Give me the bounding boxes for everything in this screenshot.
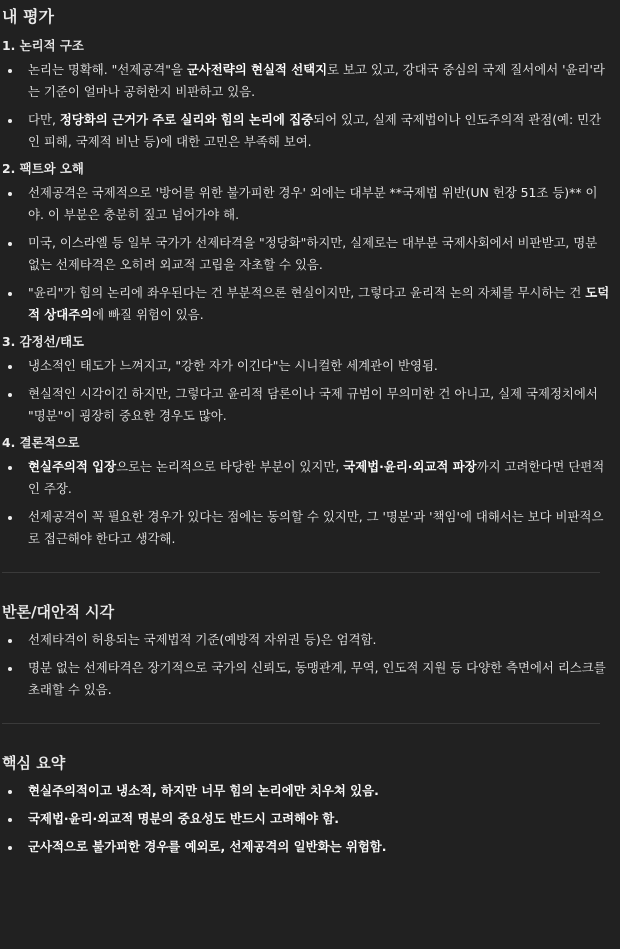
text: 냉소적인 태도가 느껴지고, "강한 자가 이긴다"는 시니컬한 세계관이 반영됨. bbox=[28, 358, 438, 373]
counter-heading: 반론/대안적 시각 bbox=[2, 603, 115, 621]
bold-text: 국제법·윤리·외교적 파장 bbox=[343, 459, 477, 474]
bold-text: 군사적으로 불가피한 경우를 예외로, 선제공격의 일반화는 위험함. bbox=[28, 839, 387, 854]
text: 현실적인 시각이긴 하지만, 그렇다고 윤리적 담론이나 국제 규범이 무의미한 건 아니고, 실제 국제정치에서 "명분"이 굉장히 중요한 경우도 많아. bbox=[28, 386, 598, 423]
section-list-logic bbox=[0, 59, 614, 153]
bold-text: 현실주의적 입장 bbox=[28, 459, 117, 474]
bold-text: 정당화의 근거가 주로 실리와 힘의 논리에 집중 bbox=[59, 112, 314, 127]
list-item bbox=[0, 232, 614, 276]
list-item bbox=[0, 383, 614, 427]
text: 되어 있고, 실제 국제법이나 인도주의적 관점(예: 민간인 피해, 국제적 비난 등)에 대한 고민은 부족해 보여. bbox=[28, 112, 602, 149]
list-item bbox=[0, 506, 614, 550]
section-heading-tone: 3. 감정선/태도 bbox=[2, 334, 85, 349]
list-item bbox=[0, 836, 614, 858]
list-item bbox=[0, 109, 614, 153]
section-list-conclusion bbox=[0, 456, 614, 550]
list-item bbox=[0, 629, 614, 651]
section-heading-conclusion: 4. 결론적으로 bbox=[2, 435, 80, 450]
text: 논리는 명확해. "선제공격"을 bbox=[28, 62, 187, 77]
section-list-tone bbox=[0, 355, 614, 427]
text: 선제타격이 허용되는 국제법적 기준(예방적 자위권 등)은 엄격함. bbox=[28, 632, 377, 647]
list-item bbox=[0, 808, 614, 830]
page-title: 내 평가 bbox=[2, 7, 54, 26]
list-item bbox=[0, 780, 614, 802]
text: 까지 고려한다면 단편적인 주장. bbox=[28, 459, 605, 496]
text: 명분 없는 선제타격은 장기적으로 국가의 신뢰도, 동맹관계, 무역, 인도적 지원 등 다양한 측면에서 리스크를 초래할 수 있음. bbox=[28, 660, 606, 697]
list-item bbox=[0, 657, 614, 701]
text: 에 빠질 위험이 있음. bbox=[92, 307, 204, 322]
text: 으로는 논리적으로 타당한 부분이 있지만, bbox=[116, 459, 344, 474]
text: 선제공격은 국제적으로 '방어를 위한 불가피한 경우' 외에는 대부분 **국제법 위반(UN 헌장 51조 등)** 이야. 이 부분은 충분히 짚고 넘어가야 해. bbox=[28, 185, 598, 222]
text: 로 보고 있고, 강대국 중심의 국제 질서에서 '윤리'라는 기준이 얼마나 공허한지 비판하고 있음. bbox=[28, 62, 605, 99]
text: 선제공격이 꼭 필요한 경우가 있다는 점에는 동의할 수 있지만, 그 '명분'과 '책임'에 대해서는 보다 비판적으로 접근해야 한다고 생각해. bbox=[28, 509, 604, 546]
divider bbox=[2, 572, 600, 573]
summary-heading: 핵심 요약 bbox=[2, 754, 66, 772]
bold-text: 현실주의적이고 냉소적, 하지만 너무 힘의 논리에만 치우쳐 있음. bbox=[28, 783, 379, 798]
list-item bbox=[0, 355, 614, 377]
list-item bbox=[0, 456, 614, 500]
summary-list bbox=[0, 780, 614, 858]
text: 미국, 이스라엘 등 일부 국가가 선제타격을 "정당화"하지만, 실제로는 대부분 국제사회에서 비판받고, 명분 없는 선제타격은 오히려 외교적 고립을 자초할 수 있음. bbox=[28, 235, 598, 272]
bold-text: 군사전략의 현실적 선택지 bbox=[186, 62, 328, 77]
counter-list bbox=[0, 629, 614, 701]
bold-text: 도덕적 상대주의 bbox=[28, 285, 610, 322]
list-item bbox=[0, 182, 614, 226]
bold-text: 국제법·윤리·외교적 명분의 중요성도 반드시 고려해야 함. bbox=[28, 811, 339, 826]
text: "윤리"가 힘의 논리에 좌우된다는 건 부분적으론 현실이지만, 그렇다고 윤리적 논의 자체를 무시하는 건 bbox=[28, 285, 586, 300]
list-item bbox=[0, 59, 614, 103]
list-item bbox=[0, 282, 614, 326]
divider bbox=[2, 723, 600, 724]
section-list-facts bbox=[0, 182, 614, 326]
text: 다만, bbox=[28, 112, 60, 127]
section-heading-facts: 2. 팩트와 오해 bbox=[2, 161, 84, 176]
section-heading-logic: 1. 논리적 구조 bbox=[2, 38, 84, 53]
